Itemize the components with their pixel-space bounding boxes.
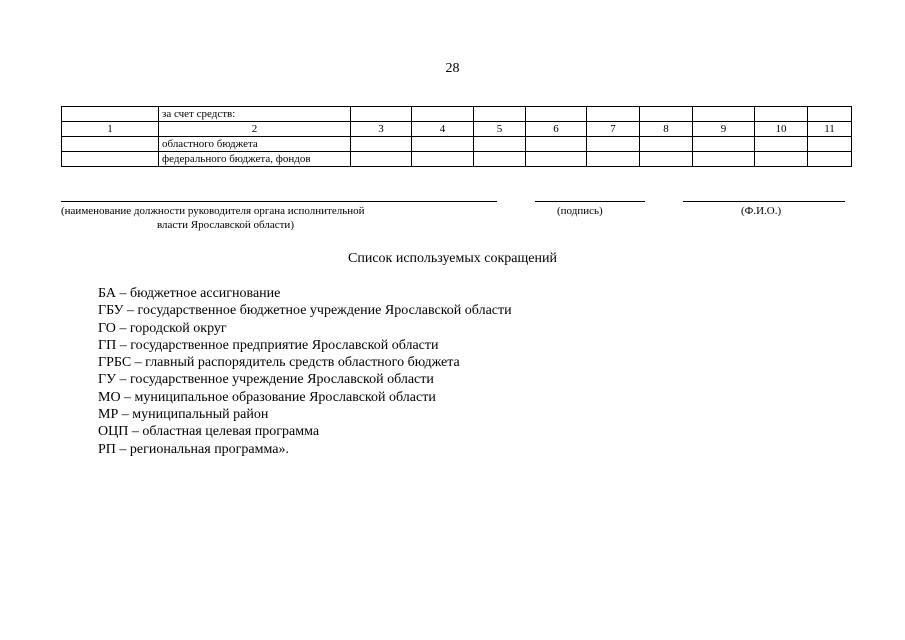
position-caption-line2: власти Ярославской области) (157, 219, 294, 231)
position-caption-line1: (наименование должности руководителя органа исполнительной (61, 205, 365, 217)
column-number: 6 (526, 122, 587, 137)
table-header-row (62, 107, 852, 122)
budget-table (61, 106, 852, 167)
list-item: БА – бюджетное ассигнование (98, 286, 281, 301)
name-caption: (Ф.И.О.) (741, 205, 782, 217)
column-number: 2 (159, 122, 351, 137)
list-item: ГП – государственное предприятие Ярославской области (98, 337, 439, 353)
table-row (62, 137, 852, 152)
row-label: федерального бюджета, фондов (159, 152, 351, 167)
column-number: 10 (755, 122, 808, 137)
column-number: 3 (351, 122, 412, 137)
list-item: ГРБС – главный распорядитель средств областного бюджета (98, 355, 460, 371)
abbreviations-list (98, 285, 512, 458)
list-item: ГО – городской округ (98, 320, 227, 336)
column-number: 9 (693, 122, 755, 137)
list-item: МР – муниципальный район (98, 407, 269, 423)
table-row (62, 152, 852, 167)
table-header-label: за счет средств: (159, 107, 351, 122)
position-signature-line (61, 201, 497, 202)
list-item: ГБУ – государственное бюджетное учреждение Ярославской области (98, 303, 512, 319)
column-number: 5 (474, 122, 526, 137)
signature-line (535, 201, 645, 202)
column-number: 8 (640, 122, 693, 137)
column-number: 1 (62, 122, 159, 137)
page-number: 28 (445, 61, 460, 76)
column-number: 7 (587, 122, 640, 137)
name-signature-line (683, 201, 845, 202)
signature-caption: (подпись) (557, 205, 603, 217)
row-label: областного бюджета (159, 137, 351, 152)
list-item: ГУ – государственное учреждение Ярославской области (98, 372, 434, 388)
list-item: МО – муниципальное образование Ярославской области (98, 389, 436, 405)
abbreviations-title: Список используемых сокращений (348, 251, 557, 266)
list-item: ОЦП – областная целевая программа (98, 424, 320, 440)
column-number: 11 (808, 122, 852, 137)
list-item: РП – региональная программа». (98, 441, 289, 457)
table-column-numbers-row (62, 122, 852, 137)
column-number: 4 (412, 122, 474, 137)
